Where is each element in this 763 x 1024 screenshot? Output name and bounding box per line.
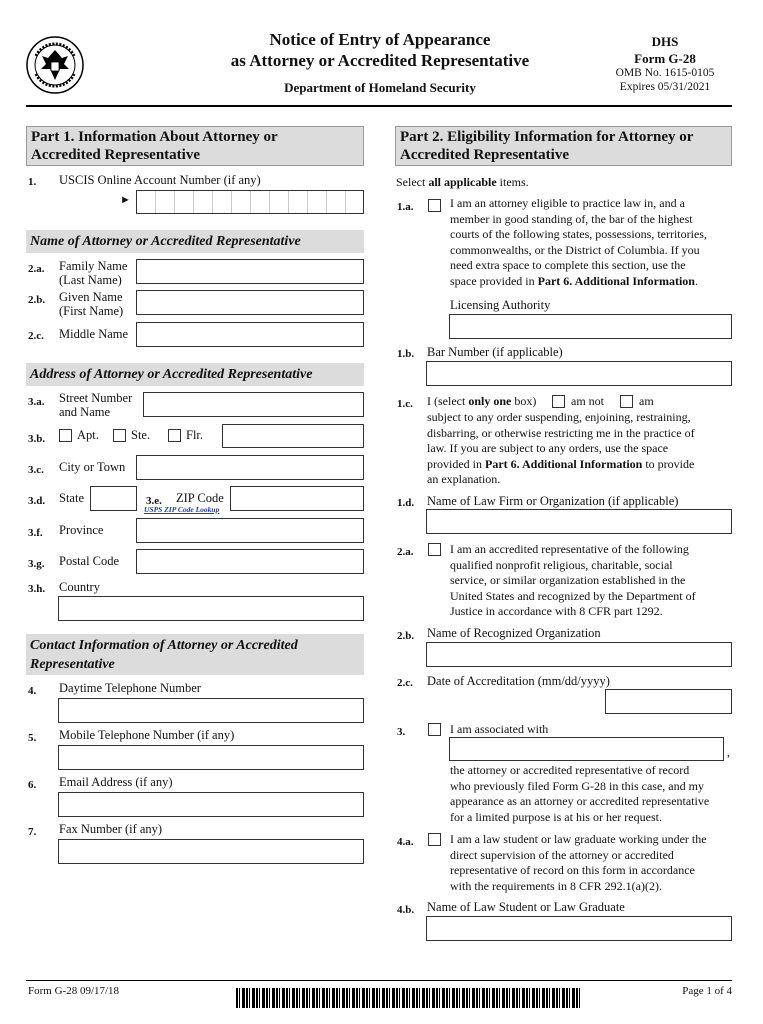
q7-number: 7. bbox=[28, 826, 37, 838]
part1-heading-line1: Part 1. Information About Attorney or bbox=[31, 129, 278, 145]
q2b-label-line1: Given Name bbox=[59, 290, 123, 304]
accredited-rep-checkbox[interactable] bbox=[428, 543, 441, 556]
q2a-number: 2.a. bbox=[28, 263, 45, 275]
q3h-label: Country bbox=[59, 580, 100, 594]
recognized-org-label: Name of Recognized Organization bbox=[427, 626, 601, 640]
q4-number: 4. bbox=[28, 685, 37, 697]
name-section-heading: Name of Attorney or Accredited Representative bbox=[26, 230, 364, 253]
ste-checkbox[interactable] bbox=[113, 429, 126, 442]
p2-q1b-number: 1.b. bbox=[397, 348, 415, 360]
part1-heading bbox=[26, 126, 364, 166]
law-student-name-input[interactable] bbox=[426, 916, 732, 941]
q3b-number: 3.b. bbox=[28, 433, 46, 445]
q1-label: USCIS Online Account Number (if any) bbox=[59, 173, 261, 187]
zip-code-input[interactable] bbox=[230, 486, 364, 511]
q5-number: 5. bbox=[28, 732, 37, 744]
department-name: Department of Homeland Security bbox=[284, 80, 476, 95]
associated-with-input[interactable] bbox=[449, 737, 724, 761]
p2-q1c-text: subject to any order suspending, enjoining, restraining, disbarring, or otherwise restricting me in the practice of law. If you are subject to any orders, use the space provided in Part 6. Additional Information to provide an explanation. bbox=[427, 410, 695, 486]
p2-q1c-lead: I (select only one box) bbox=[427, 394, 537, 408]
q2a-label-line2: (Last Name) bbox=[59, 273, 122, 287]
q3h-number: 3.h. bbox=[28, 583, 46, 595]
country-input[interactable] bbox=[58, 596, 364, 621]
associated-comma: , bbox=[727, 745, 730, 759]
ste-label: Ste. bbox=[131, 428, 151, 442]
part2-heading-line1: Part 2. Eligibility Information for Attorney or bbox=[400, 129, 694, 145]
footer-rule bbox=[26, 980, 732, 981]
p2-q4a-text: I am a law student or law graduate working under the direct supervision of the attorney or accredited representative of record on this form in accordance with the requirements in 8 CFR 292.1(a)(2). bbox=[450, 832, 707, 893]
bar-number-label: Bar Number (if applicable) bbox=[427, 345, 563, 359]
accreditation-date-input[interactable] bbox=[605, 689, 732, 714]
q6-label: Email Address (if any) bbox=[59, 775, 173, 789]
law-firm-label: Name of Law Firm or Organization (if applicable) bbox=[427, 494, 679, 508]
q3c-label: City or Town bbox=[59, 460, 126, 474]
part1-heading-line2: Accredited Representative bbox=[31, 147, 200, 163]
law-firm-input[interactable] bbox=[426, 509, 732, 534]
apt-checkbox[interactable] bbox=[59, 429, 72, 442]
attorney-eligible-checkbox[interactable] bbox=[428, 199, 441, 212]
p2-q1a-number: 1.a. bbox=[397, 201, 414, 213]
given-name-input[interactable] bbox=[136, 290, 364, 315]
q2c-number: 2.c. bbox=[28, 330, 44, 342]
form-title-line2: as Attorney or Accredited Representative bbox=[230, 51, 530, 70]
p2-q2a-number: 2.a. bbox=[397, 546, 414, 558]
p2-q2b-number: 2.b. bbox=[397, 630, 415, 642]
uscis-account-number-input[interactable] bbox=[136, 190, 364, 214]
q3a-label-line2: and Name bbox=[59, 405, 111, 419]
middle-name-input[interactable] bbox=[136, 322, 364, 347]
fax-input[interactable] bbox=[58, 839, 364, 864]
q2b-label-line2: (First Name) bbox=[59, 304, 124, 318]
q3d-number: 3.d. bbox=[28, 495, 46, 507]
form-title-line1: Notice of Entry of Appearance bbox=[269, 30, 491, 49]
footer-page-number: Page 1 of 4 bbox=[682, 985, 732, 997]
p2-q2c-number: 2.c. bbox=[397, 677, 413, 689]
q7-label: Fax Number (if any) bbox=[59, 822, 163, 836]
dhs-seal-logo bbox=[26, 36, 84, 94]
p2-q2a-text: I am an accredited representative of the following qualified nonprofit religious, charitable, social service, or similar organization established in the United States and recognized by the Department of Justice in accordance with 8 CFR part 1292. bbox=[450, 542, 696, 618]
flr-checkbox[interactable] bbox=[168, 429, 181, 442]
mobile-phone-input[interactable] bbox=[58, 745, 364, 770]
q3e-number: 3.e. bbox=[146, 495, 162, 507]
omb-number: OMB No. 1615-0105 bbox=[615, 67, 715, 79]
postal-code-input[interactable] bbox=[136, 549, 364, 574]
email-input[interactable] bbox=[58, 792, 364, 817]
p2-q1a-text: I am an attorney eligible to practice law in, and a member in good standing of, the bar of the highest courts of the following states, possessions, territories, commonwealths, or the District of Columbia. If you need extra space to complete this section, use the space provided in Part 6. Additional Information. bbox=[450, 196, 707, 288]
state-select[interactable] bbox=[90, 486, 137, 511]
arrow-icon: ► bbox=[120, 194, 131, 206]
q3a-number: 3.a. bbox=[28, 396, 45, 408]
q3c-number: 3.c. bbox=[28, 464, 44, 476]
associated-with-checkbox[interactable] bbox=[428, 723, 441, 736]
p2-q4a-number: 4.a. bbox=[397, 836, 414, 848]
recognized-org-input[interactable] bbox=[426, 642, 732, 667]
q2c-label: Middle Name bbox=[59, 327, 129, 341]
am-not-label: am not bbox=[571, 394, 604, 408]
associated-with-label: I am associated with bbox=[450, 722, 549, 736]
q3f-number: 3.f. bbox=[28, 527, 43, 539]
city-input[interactable] bbox=[136, 455, 364, 480]
address-section-heading: Address of Attorney or Accredited Representative bbox=[26, 363, 364, 386]
q6-number: 6. bbox=[28, 779, 37, 791]
form-number: Form G-28 bbox=[634, 51, 696, 66]
q3d-label: State bbox=[59, 491, 84, 505]
licensing-authority-label: Licensing Authority bbox=[450, 298, 551, 312]
expiration-date: Expires 05/31/2021 bbox=[619, 81, 711, 93]
am-label: am bbox=[639, 394, 654, 408]
accreditation-date-label: Date of Accreditation (mm/dd/yyyy) bbox=[427, 674, 610, 688]
licensing-authority-input[interactable] bbox=[449, 314, 732, 339]
part2-heading-line2: Accredited Representative bbox=[400, 147, 569, 163]
q3a-label-line1: Street Number bbox=[59, 391, 133, 405]
q3e-label: ZIP Code bbox=[176, 491, 224, 505]
footer-form-id: Form G-28 09/17/18 bbox=[28, 985, 120, 997]
p2-q3-number: 3. bbox=[397, 726, 406, 738]
header-rule bbox=[26, 105, 732, 107]
p2-q4b-number: 4.b. bbox=[397, 904, 415, 916]
am-not-checkbox[interactable] bbox=[552, 395, 565, 408]
am-checkbox[interactable] bbox=[620, 395, 633, 408]
family-name-input[interactable] bbox=[136, 259, 364, 284]
p2-q1d-number: 1.d. bbox=[397, 497, 415, 509]
usps-zip-lookup-link[interactable]: USPS ZIP Code Lookup bbox=[144, 505, 220, 514]
select-instruction: Select all applicable items. bbox=[396, 175, 529, 189]
daytime-phone-input[interactable] bbox=[58, 698, 364, 723]
q2b-number: 2.b. bbox=[28, 294, 46, 306]
contact-section-line2: Representative bbox=[30, 657, 115, 672]
part2-heading bbox=[395, 126, 732, 166]
law-student-name-label: Name of Law Student or Law Graduate bbox=[427, 900, 625, 914]
barcode bbox=[236, 988, 580, 1008]
contact-section-heading bbox=[26, 634, 364, 675]
contact-section-line1: Contact Information of Attorney or Accredited bbox=[30, 638, 298, 653]
apt-label: Apt. bbox=[77, 428, 99, 442]
province-input[interactable] bbox=[136, 518, 364, 543]
flr-label: Flr. bbox=[186, 428, 204, 442]
q2a-label-line1: Family Name bbox=[59, 259, 128, 273]
unit-number-input[interactable] bbox=[222, 424, 364, 448]
q3f-label: Province bbox=[59, 523, 104, 537]
q5-label: Mobile Telephone Number (if any) bbox=[59, 728, 235, 742]
agency-label: DHS bbox=[651, 34, 679, 49]
p2-q3-text: the attorney or accredited representative of record who previously filed Form G-28 in this case, and my appearance as an attorney or accredited representative for a limited purpose is at his or her request. bbox=[450, 763, 710, 824]
q3g-label: Postal Code bbox=[59, 554, 120, 568]
bar-number-input[interactable] bbox=[426, 361, 732, 386]
q3g-number: 3.g. bbox=[28, 558, 45, 570]
q1-number: 1. bbox=[28, 176, 37, 188]
street-input[interactable] bbox=[143, 392, 364, 417]
q4-label: Daytime Telephone Number bbox=[59, 681, 201, 695]
law-student-checkbox[interactable] bbox=[428, 833, 441, 846]
p2-q1c-number: 1.c. bbox=[397, 398, 413, 410]
